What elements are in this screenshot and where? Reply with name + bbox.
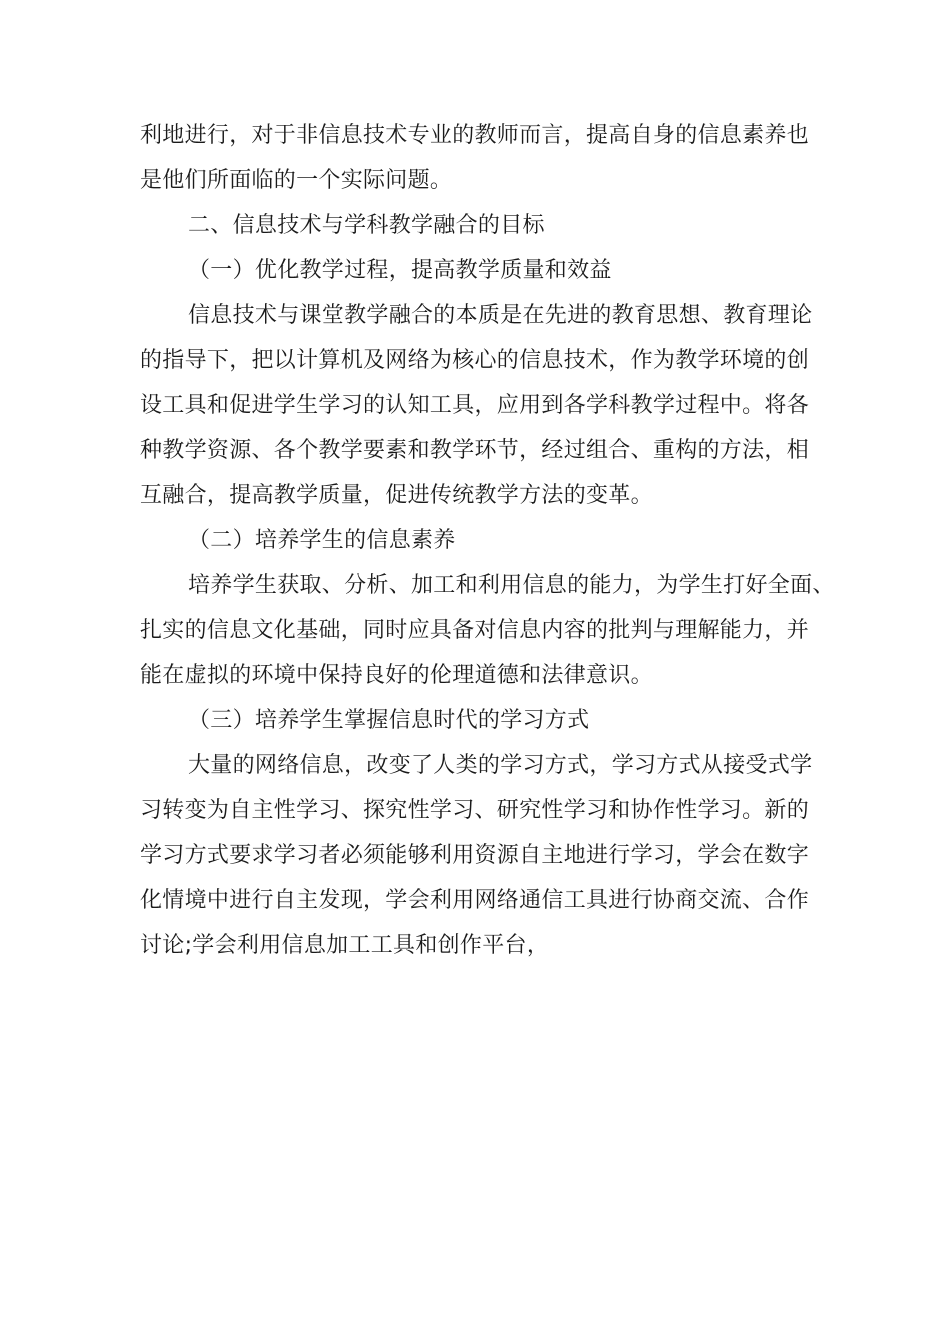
paragraph-line: 利地进行，对于非信息技术专业的教师而言，提高自身的信息素养也	[140, 123, 810, 148]
paragraph-line: 种教学资源、各个教学要素和教学环节，经过组合、重构的方法，相	[140, 438, 810, 463]
subsection-heading: （二）培养学生的信息素养	[188, 528, 456, 553]
paragraph-line: 互融合，提高教学质量，促进传统教学方法的变革。	[140, 483, 653, 508]
paragraph-line: 的指导下，把以计算机及网络为核心的信息技术，作为教学环境的创	[140, 348, 810, 373]
paragraph-line: 培养学生获取、分析、加工和利用信息的能力，为学生打好全面、	[188, 573, 835, 598]
paragraph-line: 扎实的信息文化基础，同时应具备对信息内容的批判与理解能力，并	[140, 618, 810, 643]
paragraph-line: 信息技术与课堂教学融合的本质是在先进的教育思想、教育理论	[188, 303, 813, 328]
paragraph-line: 大量的网络信息，改变了人类的学习方式，学习方式从接受式学	[188, 753, 813, 778]
subsection-heading: （一）优化教学过程，提高教学质量和效益	[188, 258, 612, 283]
section-heading: 二、信息技术与学科教学融合的目标	[188, 213, 545, 238]
paragraph-line: 能在虚拟的环境中保持良好的伦理道德和法律意识。	[140, 663, 653, 688]
paragraph-line: 学习方式要求学习者必须能够利用资源自主地进行学习，学会在数字	[140, 843, 810, 868]
subsection-heading: （三）培养学生掌握信息时代的学习方式	[188, 708, 590, 733]
paragraph-line: 设工具和促进学生学习的认知工具，应用到各学科教学过程中。将各	[140, 393, 810, 418]
paragraph-line: 习转变为自主性学习、探究性学习、研究性学习和协作性学习。新的	[140, 798, 810, 823]
paragraph-line: 是他们所面临的一个实际问题。	[140, 168, 453, 193]
paragraph-line: 讨论;学会利用信息加工工具和创作平台，	[140, 933, 550, 958]
paragraph-line: 化情境中进行自主发现，学会利用网络通信工具进行协商交流、合作	[140, 888, 810, 913]
